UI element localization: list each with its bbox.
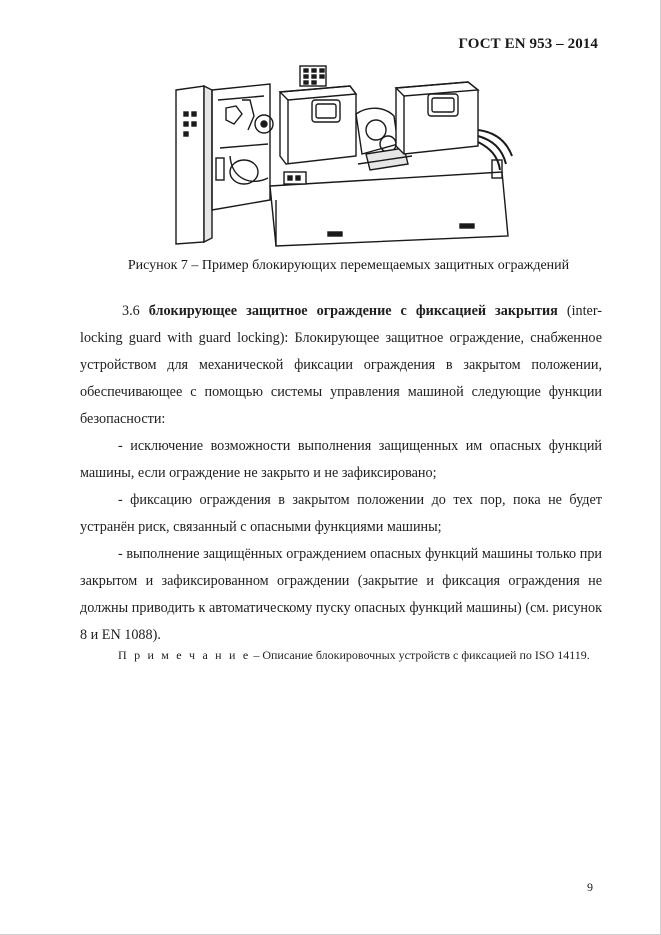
clause-term: блокирующее защитное ограждение с фиксацией закрытия bbox=[148, 303, 558, 319]
page-header-standard: ГОСТ EN 953 – 2014 bbox=[458, 36, 598, 52]
note bbox=[118, 648, 590, 663]
clause-definition bbox=[80, 298, 602, 433]
machine-illustration bbox=[172, 60, 532, 250]
note-label: П р и м е ч а н и е bbox=[118, 648, 251, 662]
list-item: - выполнение защищённых ограждением опасных функций машины только при закрытом и зафиксированном ограждении (закрытие и фиксация ограждения не должны приводить к автоматическому пуску опасных функций машины) (см. рисунок 8 и EN 1088). bbox=[80, 546, 602, 643]
clause-number: 3.6 bbox=[122, 303, 149, 319]
clause-body bbox=[80, 298, 602, 649]
list-item: - исключение возможности выполнения защищенных им опасных функций машины, если ограждение не закрыто и не зафиксировано; bbox=[80, 438, 602, 481]
list-item: - фиксацию ограждения в закрытом положении до тех пор, пока не будет устранён риск, связанный с опасными функциями машины; bbox=[80, 492, 602, 535]
clause-definition-text: (inter-locking guard with guard locking): Блокирующее защитное ограждение, снабженное устройством для механической фиксации ограждения в закрытом положении, обеспечивающее с помощью системы управления машиной следующие функции безопасности: bbox=[80, 303, 603, 427]
page-number: 9 bbox=[587, 880, 593, 894]
figure-caption: Рисунок 7 – Пример блокирующих перемещаемых защитных ограждений bbox=[127, 258, 570, 273]
note-text: – Описание блокировочных устройств с фиксацией по ISO 14119. bbox=[250, 648, 590, 662]
